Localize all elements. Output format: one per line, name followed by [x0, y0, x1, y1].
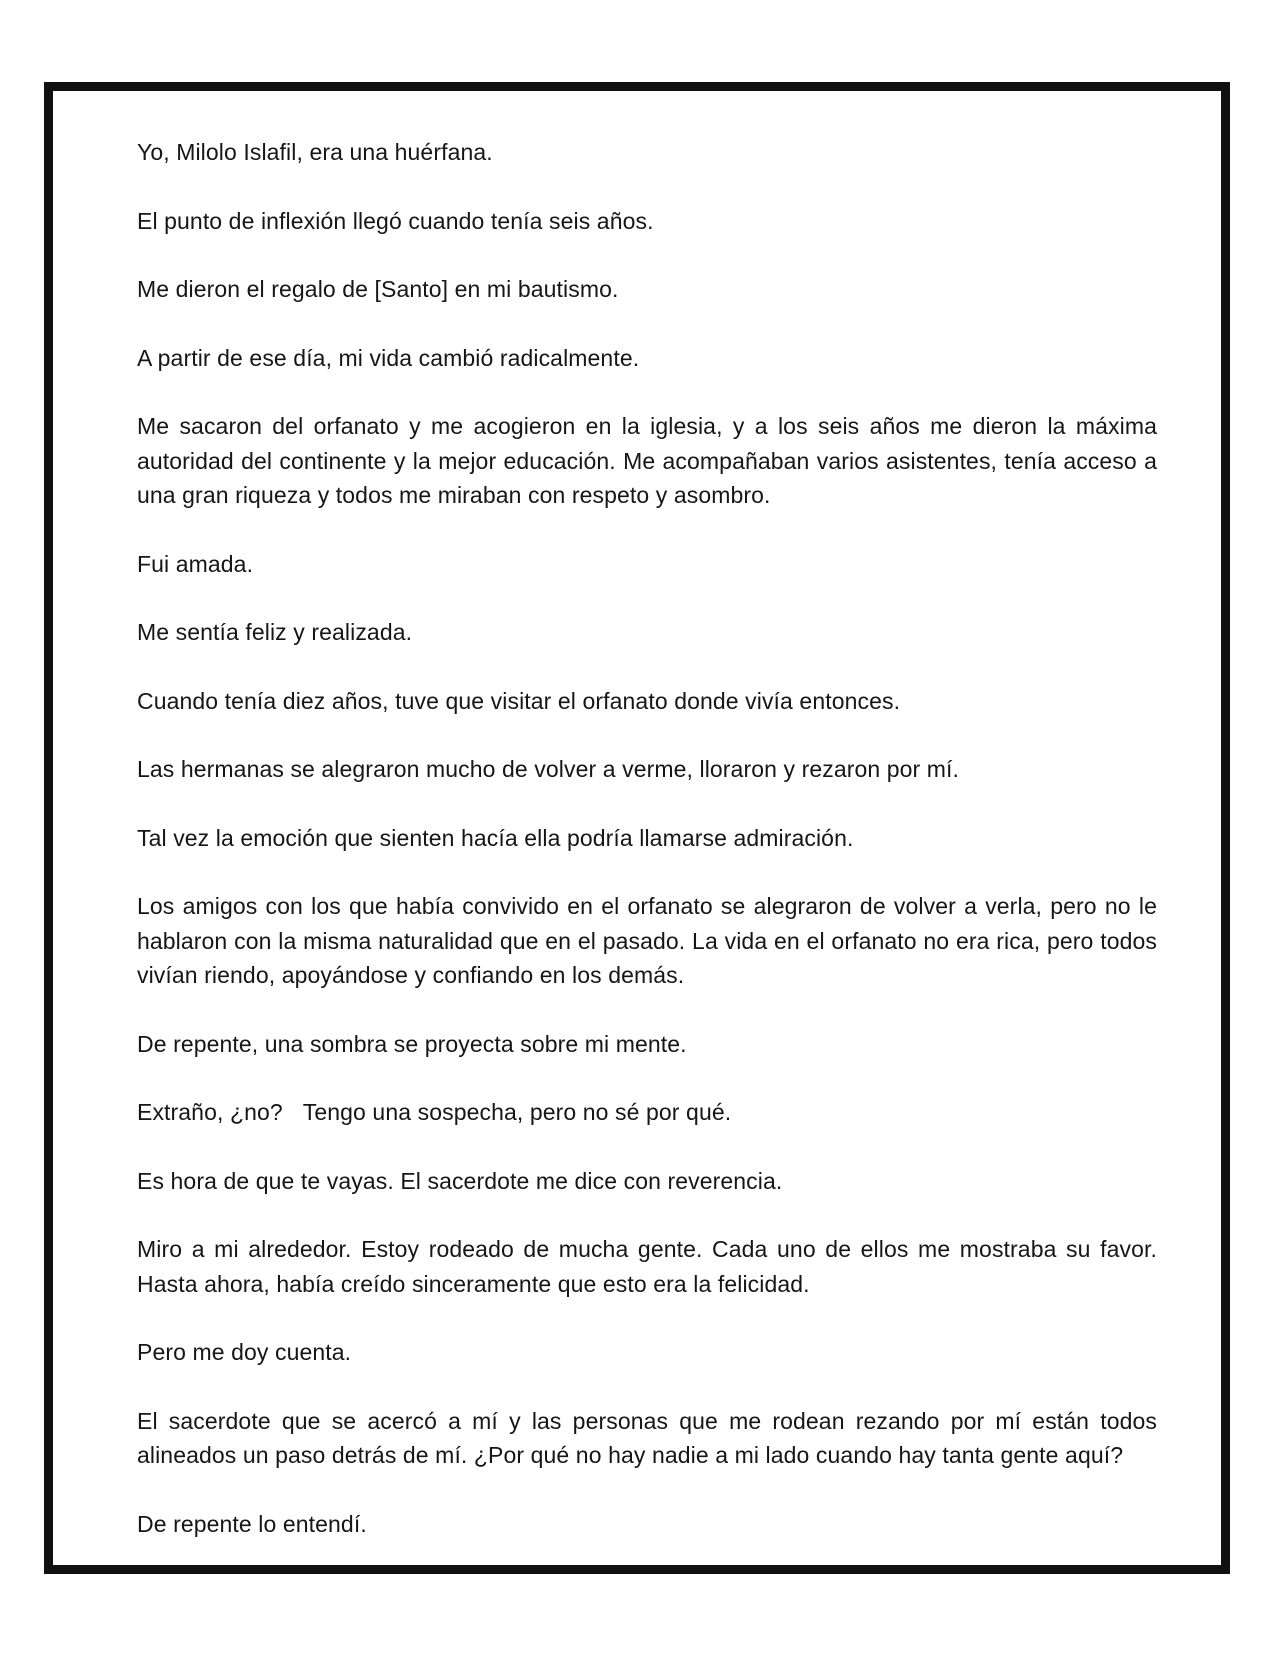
paragraph-15: Miro a mi alrededor. Estoy rodeado de mucha gente. Cada uno de ellos me mostraba su favor. Hasta ahora, había creído sinceramente que esto era la felicidad.	[137, 1236, 1157, 1297]
paragraph-5: Me sacaron del orfanato y me acogieron en la iglesia, y a los seis años me dieron la máxima autoridad del continente y la mejor educación. Me acompañaban varios asistentes, tenía acceso a una gran riqueza y todos me miraban con respeto y asombro.	[137, 413, 1157, 508]
paragraph-9: Las hermanas se alegraron mucho de volver a verme, lloraron y rezaron por mí.	[137, 756, 960, 782]
paragraph-11: Los amigos con los que había convivido en el orfanato se alegraron de volver a verla, pero no le hablaron con la misma naturalidad que en el pasado. La vida en el orfanato no era rica, pero todos vivían riendo, apoyándose y confiando en los demás.	[137, 893, 1157, 988]
paragraph-2: El punto de inflexión llegó cuando tenía seis años.	[137, 207, 654, 234]
paragraph-13-part-1: Extraño, ¿no?	[137, 1099, 283, 1125]
paragraph-12: De repente, una sombra se proyecta sobre mi mente.	[137, 1030, 687, 1057]
paragraph-13-part-2: Tengo una sospecha, pero no sé por qué.	[302, 1099, 732, 1125]
document-body	[137, 135, 1157, 1575]
paragraph-3: Me dieron el regalo de [Santo] en mi bautismo.	[137, 276, 619, 302]
paragraph-6: Fui amada.	[137, 550, 254, 577]
paragraph-13	[137, 1095, 1157, 1130]
paragraph-4: A partir de ese día, mi vida cambió radicalmente.	[137, 344, 640, 371]
paragraph-10: Tal vez la emoción que sienten hacía ella podría llamarse admiración.	[137, 824, 854, 851]
paragraph-14: Es hora de que te vayas. El sacerdote me dice con reverencia.	[137, 1167, 783, 1194]
paragraph-16: Pero me doy cuenta.	[137, 1339, 352, 1365]
paragraph-17: El sacerdote que se acercó a mí y las personas que me rodean rezando por mí están todos alineados un paso detrás de mí. ¿Por qué no hay nadie a mi lado cuando hay tanta gente aquí?	[137, 1407, 1157, 1468]
paragraph-18: De repente lo entendí.	[137, 1510, 367, 1537]
paragraph-1: Yo, Milolo Islafil, era una huérfana.	[137, 139, 493, 165]
document-frame	[44, 82, 1230, 1574]
paragraph-7: Me sentía feliz y realizada.	[137, 619, 413, 645]
paragraph-8: Cuando tenía diez años, tuve que visitar el orfanato donde vivía entonces.	[137, 687, 901, 714]
